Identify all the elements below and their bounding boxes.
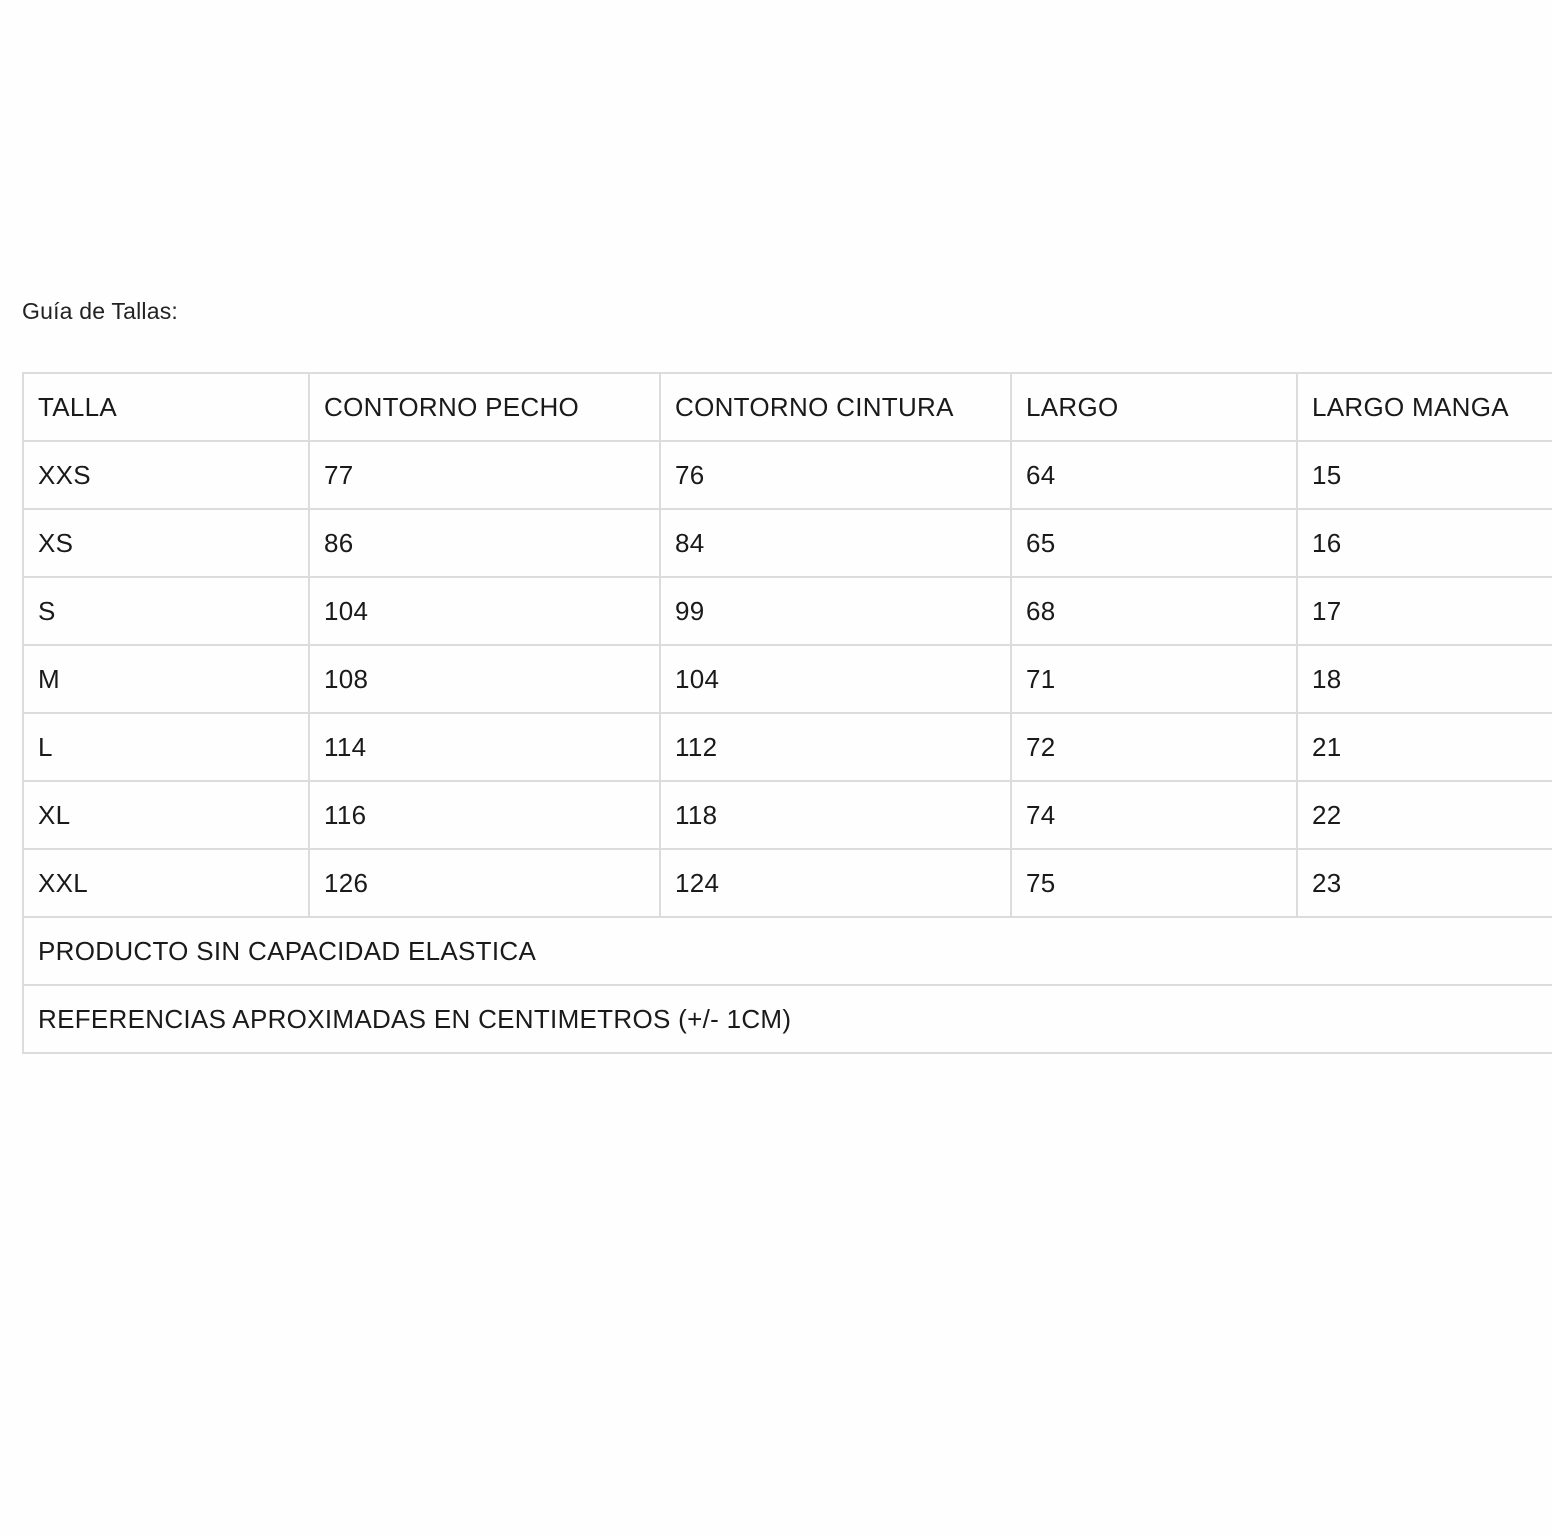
- note-row: [23, 985, 1552, 1053]
- table-header-row: [23, 373, 1552, 441]
- cell-size: XXL: [23, 849, 309, 917]
- cell-sleeve: 22: [1297, 781, 1552, 849]
- header-cell-contorno-pecho: CONTORNO PECHO: [309, 373, 660, 441]
- cell-length: 72: [1011, 713, 1297, 781]
- table-row: [23, 645, 1552, 713]
- size-guide-label: Guía de Tallas:: [22, 298, 179, 324]
- cell-sleeve: 16: [1297, 509, 1552, 577]
- cell-chest: 126: [309, 849, 660, 917]
- cell-size: XXS: [23, 441, 309, 509]
- cell-size: XS: [23, 509, 309, 577]
- table-row: [23, 713, 1552, 781]
- cell-size: S: [23, 577, 309, 645]
- cell-size: XL: [23, 781, 309, 849]
- size-guide-table: [22, 372, 1552, 1054]
- cell-waist: 99: [660, 577, 1011, 645]
- table-row: [23, 441, 1552, 509]
- cell-length: 74: [1011, 781, 1297, 849]
- header-cell-contorno-cintura: CONTORNO CINTURA: [660, 373, 1011, 441]
- cell-length: 64: [1011, 441, 1297, 509]
- cell-waist: 118: [660, 781, 1011, 849]
- cell-size: M: [23, 645, 309, 713]
- table-row: [23, 849, 1552, 917]
- cell-size: L: [23, 713, 309, 781]
- note-approximate-references: REFERENCIAS APROXIMADAS EN CENTIMETROS (+/- 1CM): [23, 985, 1552, 1053]
- note-row: [23, 917, 1552, 985]
- table-row: [23, 781, 1552, 849]
- table-row: [23, 577, 1552, 645]
- header-cell-largo-manga: LARGO MANGA: [1297, 373, 1552, 441]
- cell-chest: 114: [309, 713, 660, 781]
- note-non-elastic: PRODUCTO SIN CAPACIDAD ELASTICA: [23, 917, 1552, 985]
- header-cell-largo: LARGO: [1011, 373, 1297, 441]
- cell-waist: 124: [660, 849, 1011, 917]
- cell-chest: 77: [309, 441, 660, 509]
- cell-sleeve: 15: [1297, 441, 1552, 509]
- cell-chest: 86: [309, 509, 660, 577]
- table-row: [23, 509, 1552, 577]
- cell-length: 71: [1011, 645, 1297, 713]
- cell-waist: 112: [660, 713, 1011, 781]
- cell-waist: 84: [660, 509, 1011, 577]
- cell-length: 75: [1011, 849, 1297, 917]
- cell-sleeve: 18: [1297, 645, 1552, 713]
- cell-chest: 116: [309, 781, 660, 849]
- cell-waist: 104: [660, 645, 1011, 713]
- cell-waist: 76: [660, 441, 1011, 509]
- cell-sleeve: 23: [1297, 849, 1552, 917]
- cell-length: 68: [1011, 577, 1297, 645]
- cell-chest: 108: [309, 645, 660, 713]
- header-cell-talla: TALLA: [23, 373, 309, 441]
- cell-length: 65: [1011, 509, 1297, 577]
- cell-chest: 104: [309, 577, 660, 645]
- cell-sleeve: 21: [1297, 713, 1552, 781]
- cell-sleeve: 17: [1297, 577, 1552, 645]
